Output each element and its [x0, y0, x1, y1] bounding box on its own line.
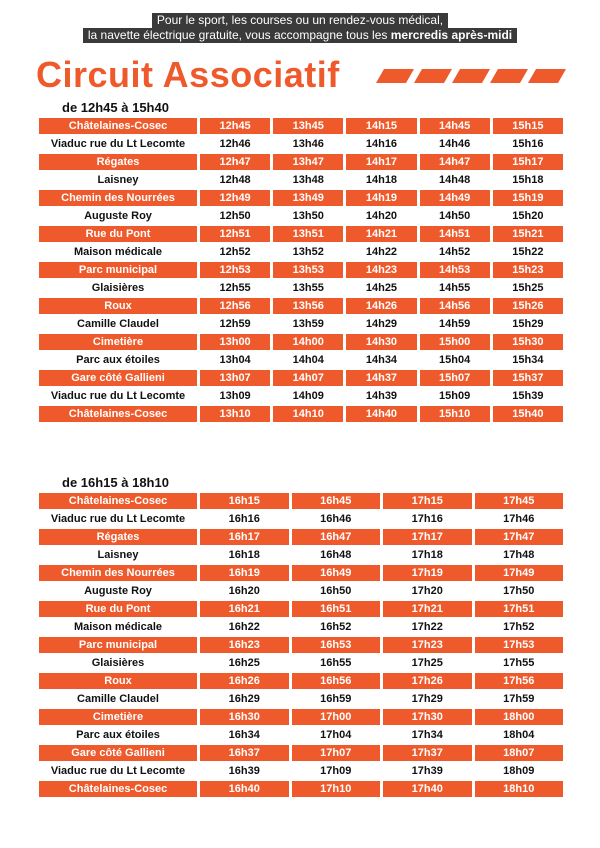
table-row: [39, 244, 563, 260]
departure-time: 15h23: [493, 262, 563, 278]
banner-line-2-text: la navette électrique gratuite, vous accompagne tous les: [87, 27, 391, 42]
departure-time: 14h55: [420, 280, 490, 296]
departure-time: 13h51: [273, 226, 343, 242]
table-row: [39, 493, 563, 509]
departure-time: 12h59: [200, 316, 270, 332]
departure-time: 13h53: [273, 262, 343, 278]
departure-time: 14h17: [346, 154, 416, 170]
schedule-1-table: [36, 116, 566, 424]
departure-time: 15h15: [493, 118, 563, 134]
departure-time: 13h10: [200, 406, 270, 422]
departure-time: 14h29: [346, 316, 416, 332]
table-row: [39, 172, 563, 188]
departure-time: 14h52: [420, 244, 490, 260]
departure-time: 17h55: [475, 655, 564, 671]
departure-time: 16h59: [292, 691, 381, 707]
stop-name: Viaduc rue du Lt Lecomte: [39, 511, 197, 527]
departure-time: 14h56: [420, 298, 490, 314]
departure-time: 14h15: [346, 118, 416, 134]
departure-time: 16h45: [292, 493, 381, 509]
departure-time: 16h22: [200, 619, 289, 635]
departure-time: 15h22: [493, 244, 563, 260]
table-row: [39, 154, 563, 170]
departure-time: 16h30: [200, 709, 289, 725]
departure-time: 15h07: [420, 370, 490, 386]
departure-time: 14h46: [420, 136, 490, 152]
departure-time: 16h48: [292, 547, 381, 563]
departure-time: 13h46: [273, 136, 343, 152]
stop-name: Glaisières: [39, 655, 197, 671]
departure-time: 14h20: [346, 208, 416, 224]
departure-time: 14h53: [420, 262, 490, 278]
departure-time: 15h17: [493, 154, 563, 170]
schedule-1-label: de 12h45 à 15h40: [62, 100, 169, 115]
table-row: [39, 352, 563, 368]
table-row: [39, 673, 563, 689]
departure-time: 17h34: [383, 727, 472, 743]
departure-time: 14h49: [420, 190, 490, 206]
departure-time: 16h51: [292, 601, 381, 617]
departure-time: 17h15: [383, 493, 472, 509]
departure-time: 15h39: [493, 388, 563, 404]
departure-time: 15h25: [493, 280, 563, 296]
departure-time: 12h46: [200, 136, 270, 152]
departure-time: 16h39: [200, 763, 289, 779]
departure-time: 15h21: [493, 226, 563, 242]
departure-time: 16h20: [200, 583, 289, 599]
stop-name: Maison médicale: [39, 619, 197, 635]
stop-name: Camille Claudel: [39, 691, 197, 707]
departure-time: 17h49: [475, 565, 564, 581]
departure-time: 15h26: [493, 298, 563, 314]
table-row: [39, 619, 563, 635]
departure-time: 16h50: [292, 583, 381, 599]
banner-line-2: [83, 28, 517, 43]
departure-time: 14h34: [346, 352, 416, 368]
departure-time: 16h15: [200, 493, 289, 509]
departure-time: 16h16: [200, 511, 289, 527]
departure-time: 15h10: [420, 406, 490, 422]
stop-name: Parc municipal: [39, 637, 197, 653]
departure-time: 17h07: [292, 745, 381, 761]
departure-time: 12h55: [200, 280, 270, 296]
table-row: [39, 190, 563, 206]
table-row: [39, 388, 563, 404]
departure-time: 13h00: [200, 334, 270, 350]
departure-time: 17h39: [383, 763, 472, 779]
departure-time: 17h51: [475, 601, 564, 617]
departure-time: 14h51: [420, 226, 490, 242]
departure-time: 15h09: [420, 388, 490, 404]
table-row: [39, 709, 563, 725]
departure-time: 17h09: [292, 763, 381, 779]
table-row: [39, 298, 563, 314]
departure-time: 15h19: [493, 190, 563, 206]
page-title: Circuit Associatif: [36, 54, 340, 95]
stop-name: Camille Claudel: [39, 316, 197, 332]
stop-name: Châtelaines-Cosec: [39, 118, 197, 134]
departure-time: 17h26: [383, 673, 472, 689]
departure-time: 14h45: [420, 118, 490, 134]
stop-name: Rue du Pont: [39, 226, 197, 242]
departure-time: 17h53: [475, 637, 564, 653]
table-row: [39, 511, 563, 527]
stop-name: Viaduc rue du Lt Lecomte: [39, 388, 197, 404]
departure-time: 17h04: [292, 727, 381, 743]
stop-name: Parc municipal: [39, 262, 197, 278]
departure-time: 13h45: [273, 118, 343, 134]
stop-name: Cimetière: [39, 334, 197, 350]
schedule-2-label: de 16h15 à 18h10: [62, 475, 169, 490]
departure-time: 17h10: [292, 781, 381, 797]
departure-time: 16h17: [200, 529, 289, 545]
stop-name: Laisney: [39, 547, 197, 563]
departure-time: 13h47: [273, 154, 343, 170]
stop-name: Laisney: [39, 172, 197, 188]
departure-time: 16h40: [200, 781, 289, 797]
departure-time: 18h10: [475, 781, 564, 797]
schedule-2-table: [36, 491, 566, 799]
departure-time: 16h25: [200, 655, 289, 671]
departure-time: 18h04: [475, 727, 564, 743]
departure-time: 17h21: [383, 601, 472, 617]
departure-time: 15h00: [420, 334, 490, 350]
departure-time: 14h59: [420, 316, 490, 332]
table-row: [39, 781, 563, 797]
departure-time: 16h37: [200, 745, 289, 761]
departure-time: 14h30: [346, 334, 416, 350]
departure-time: 13h49: [273, 190, 343, 206]
departure-time: 17h45: [475, 493, 564, 509]
departure-time: 14h09: [273, 388, 343, 404]
departure-time: 14h40: [346, 406, 416, 422]
stop-name: Châtelaines-Cosec: [39, 406, 197, 422]
stop-name: Maison médicale: [39, 244, 197, 260]
departure-time: 17h16: [383, 511, 472, 527]
departure-time: 17h56: [475, 673, 564, 689]
departure-time: 13h55: [273, 280, 343, 296]
departure-time: 16h49: [292, 565, 381, 581]
departure-time: 17h46: [475, 511, 564, 527]
table-row: [39, 637, 563, 653]
departure-time: 17h25: [383, 655, 472, 671]
departure-time: 12h51: [200, 226, 270, 242]
stop-name: Auguste Roy: [39, 208, 197, 224]
departure-time: 17h48: [475, 547, 564, 563]
departure-time: 14h37: [346, 370, 416, 386]
stop-name: Chemin des Nourrées: [39, 190, 197, 206]
stop-name: Gare côté Gallieni: [39, 370, 197, 386]
departure-time: 14h48: [420, 172, 490, 188]
table-row: [39, 334, 563, 350]
stop-name: Châtelaines-Cosec: [39, 781, 197, 797]
departure-time: 17h00: [292, 709, 381, 725]
stop-name: Roux: [39, 298, 197, 314]
banner-highlight: mercredis après-midi: [390, 27, 513, 42]
stop-name: Cimetière: [39, 709, 197, 725]
table-row: [39, 262, 563, 278]
departure-time: 15h16: [493, 136, 563, 152]
departure-time: 16h19: [200, 565, 289, 581]
table-row: [39, 691, 563, 707]
departure-time: 17h19: [383, 565, 472, 581]
departure-time: 13h48: [273, 172, 343, 188]
table-row: [39, 118, 563, 134]
departure-time: 17h22: [383, 619, 472, 635]
departure-time: 16h34: [200, 727, 289, 743]
departure-time: 15h20: [493, 208, 563, 224]
stop-name: Parc aux étoiles: [39, 727, 197, 743]
banner-line-1: Pour le sport, les courses ou un rendez-vous médical,: [152, 13, 448, 28]
departure-time: 16h53: [292, 637, 381, 653]
departure-time: 14h10: [273, 406, 343, 422]
stop-name: Viaduc rue du Lt Lecomte: [39, 136, 197, 152]
table-row: [39, 370, 563, 386]
stop-name: Viaduc rue du Lt Lecomte: [39, 763, 197, 779]
departure-time: 14h18: [346, 172, 416, 188]
stop-name: Chemin des Nourrées: [39, 565, 197, 581]
departure-time: 15h34: [493, 352, 563, 368]
departure-time: 14h50: [420, 208, 490, 224]
departure-time: 16h52: [292, 619, 381, 635]
title-row: [36, 52, 566, 98]
departure-time: 14h00: [273, 334, 343, 350]
departure-time: 17h37: [383, 745, 472, 761]
departure-time: 12h52: [200, 244, 270, 260]
departure-time: 17h29: [383, 691, 472, 707]
departure-time: 15h30: [493, 334, 563, 350]
stop-name: Gare côté Gallieni: [39, 745, 197, 761]
departure-time: 13h09: [200, 388, 270, 404]
departure-time: 13h52: [273, 244, 343, 260]
stop-name: Auguste Roy: [39, 583, 197, 599]
departure-time: 13h50: [273, 208, 343, 224]
departure-time: 14h23: [346, 262, 416, 278]
departure-time: 13h07: [200, 370, 270, 386]
departure-time: 12h48: [200, 172, 270, 188]
departure-time: 17h20: [383, 583, 472, 599]
departure-time: 14h22: [346, 244, 416, 260]
departure-time: 12h53: [200, 262, 270, 278]
departure-time: 14h39: [346, 388, 416, 404]
departure-time: 17h50: [475, 583, 564, 599]
departure-time: 17h59: [475, 691, 564, 707]
departure-time: 15h04: [420, 352, 490, 368]
departure-time: 13h56: [273, 298, 343, 314]
departure-time: 15h18: [493, 172, 563, 188]
departure-time: 17h18: [383, 547, 472, 563]
table-row: [39, 136, 563, 152]
stop-name: Rue du Pont: [39, 601, 197, 617]
departure-time: 16h21: [200, 601, 289, 617]
table-row: [39, 601, 563, 617]
departure-time: 17h40: [383, 781, 472, 797]
departure-time: 16h56: [292, 673, 381, 689]
departure-time: 12h50: [200, 208, 270, 224]
departure-time: 13h04: [200, 352, 270, 368]
table-row: [39, 763, 563, 779]
departure-time: 18h00: [475, 709, 564, 725]
departure-time: 15h29: [493, 316, 563, 332]
departure-time: 18h09: [475, 763, 564, 779]
departure-time: 12h45: [200, 118, 270, 134]
departure-time: 15h40: [493, 406, 563, 422]
departure-time: 14h26: [346, 298, 416, 314]
departure-time: 18h07: [475, 745, 564, 761]
table-row: [39, 547, 563, 563]
departure-time: 14h07: [273, 370, 343, 386]
departure-time: 17h23: [383, 637, 472, 653]
table-row: [39, 529, 563, 545]
decorative-stripes: [376, 69, 566, 83]
departure-time: 16h18: [200, 547, 289, 563]
departure-time: 14h21: [346, 226, 416, 242]
departure-time: 17h30: [383, 709, 472, 725]
departure-time: 12h56: [200, 298, 270, 314]
departure-time: 14h47: [420, 154, 490, 170]
stop-name: Roux: [39, 673, 197, 689]
departure-time: 16h55: [292, 655, 381, 671]
stop-name: Régates: [39, 154, 197, 170]
departure-time: 16h26: [200, 673, 289, 689]
stop-name: Régates: [39, 529, 197, 545]
departure-time: 14h19: [346, 190, 416, 206]
table-row: [39, 727, 563, 743]
stop-name: Châtelaines-Cosec: [39, 493, 197, 509]
table-row: [39, 565, 563, 581]
table-row: [39, 208, 563, 224]
departure-time: 12h47: [200, 154, 270, 170]
table-row: [39, 280, 563, 296]
departure-time: 17h17: [383, 529, 472, 545]
table-row: [39, 583, 563, 599]
departure-time: 16h23: [200, 637, 289, 653]
table-row: [39, 745, 563, 761]
departure-time: 17h47: [475, 529, 564, 545]
departure-time: 13h59: [273, 316, 343, 332]
table-row: [39, 655, 563, 671]
stop-name: Parc aux étoiles: [39, 352, 197, 368]
departure-time: 14h04: [273, 352, 343, 368]
table-row: [39, 316, 563, 332]
departure-time: 14h16: [346, 136, 416, 152]
departure-time: 14h25: [346, 280, 416, 296]
stop-name: Glaisières: [39, 280, 197, 296]
departure-time: 16h29: [200, 691, 289, 707]
table-row: [39, 406, 563, 422]
departure-time: 16h47: [292, 529, 381, 545]
departure-time: 16h46: [292, 511, 381, 527]
departure-time: 17h52: [475, 619, 564, 635]
table-row: [39, 226, 563, 242]
departure-time: 15h37: [493, 370, 563, 386]
departure-time: 12h49: [200, 190, 270, 206]
info-banner: [52, 11, 548, 44]
